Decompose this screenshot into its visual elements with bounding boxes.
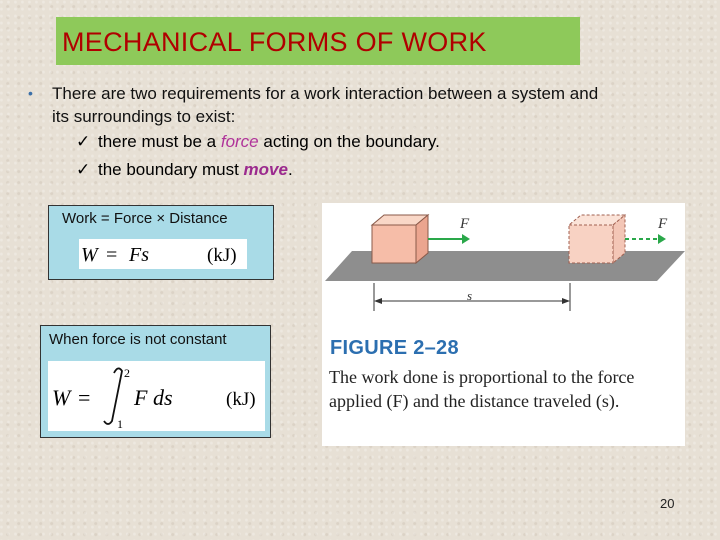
bullet-marker: • xyxy=(28,85,33,101)
nonconstant-force-box xyxy=(40,325,271,438)
check-icon: ✓ xyxy=(76,160,91,179)
page-number: 20 xyxy=(660,496,675,511)
nonconstant-label: When force is not constant xyxy=(49,331,227,348)
figure-caption: The work done is proportional to the force applied (F) and the distance traveled (s). xyxy=(329,367,635,411)
integral-sign xyxy=(104,368,122,424)
integral-unit: (kJ) xyxy=(226,389,256,410)
formula-lhs: W xyxy=(81,244,98,266)
integrand: F ds xyxy=(134,385,173,410)
block-initial xyxy=(372,215,428,263)
figure-2-28 xyxy=(322,203,685,446)
block-final xyxy=(569,215,625,263)
move-highlight: move xyxy=(243,160,288,179)
figure-illustration xyxy=(322,203,685,333)
figure-title: FIGURE 2–28 xyxy=(330,337,459,359)
force-label-left: F xyxy=(460,216,470,232)
requirement-force: ✓ there must be a force acting on the boundary. xyxy=(76,132,440,151)
integral-lhs: W xyxy=(52,385,71,410)
work-formula-label: Work = Force × Distance xyxy=(62,210,228,227)
force-arrowhead-dashed xyxy=(658,234,666,244)
check-icon: ✓ xyxy=(76,132,91,151)
work-formula xyxy=(79,239,247,269)
formula-rhs: Fs xyxy=(129,244,149,266)
formula-equals: = xyxy=(106,244,118,266)
integral-formula xyxy=(48,361,265,431)
force-highlight: force xyxy=(220,132,259,151)
requirement-move: ✓ the boundary must move. xyxy=(76,160,293,179)
integral-upper: 2 xyxy=(124,366,130,380)
integral-equals: = xyxy=(78,385,91,410)
bullet-text: There are two requirements for a work interaction between a system and its surroundings to exist: xyxy=(52,84,599,126)
force-label-right: F xyxy=(658,216,668,232)
work-formula-box xyxy=(48,205,274,280)
title-banner xyxy=(56,17,580,65)
distance-label: s xyxy=(467,288,473,303)
integral-lower: 1 xyxy=(117,417,123,431)
slide-title: MECHANICAL FORMS OF WORK xyxy=(62,27,487,57)
force-arrowhead xyxy=(462,234,470,244)
formula-unit: (kJ) xyxy=(207,245,237,266)
